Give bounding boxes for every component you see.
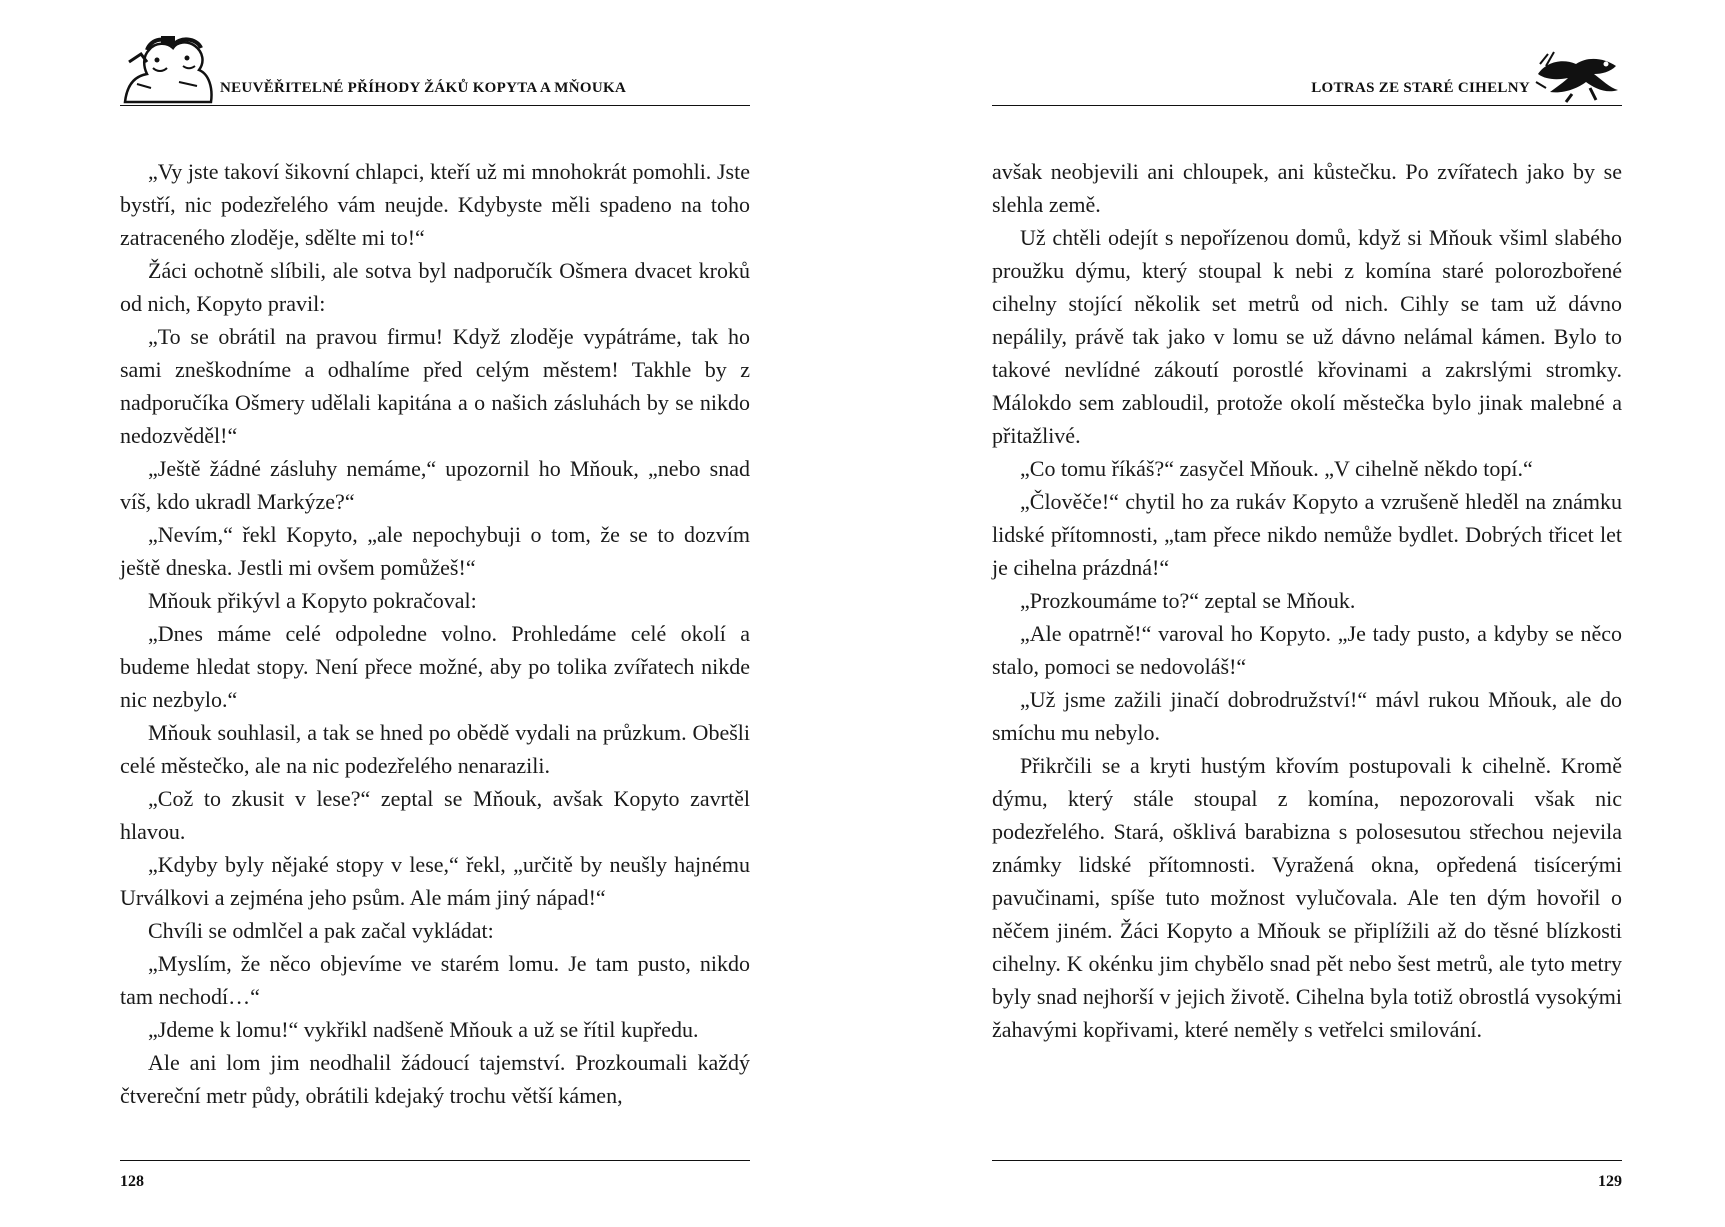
paragraph: Ale ani lom jim neodhalil žádoucí tajemství. Prozkoumali každý čtvereční metr půdy, obrátili kdejaký trochu větší kámen, [120, 1050, 750, 1108]
two-boys-illustration-icon [117, 32, 217, 104]
paragraph: „Nevím,“ řekl Kopyto, „ale nepochybuji o tom, že se to dozvím ještě dneska. Jestli mi ovšem pomůžeš!“ [120, 522, 750, 580]
header-title-right: LOTRAS ZE STARÉ CIHELNY [1311, 80, 1530, 96]
paragraph: „Kdyby byly nějaké stopy v lese,“ řekl, „určitě by neušly hajnému Urválkovi a zejména jeho psům. Ale mám jiný nápad!“ [120, 852, 750, 910]
right-page [992, 0, 1622, 1227]
paragraph: „Vy jste takoví šikovní chlapci, kteří už mi mnohokrát pomohli. Jste bystří, nic podezřelého vám neujde. Kdybyste měli spadeno na toho zatraceného zloděje, sdělte mi to!“ [120, 159, 750, 250]
header-title-left: NEUVĚŘITELNÉ PŘÍHODY ŽÁKŮ KOPYTA A MŇOUKA [220, 80, 627, 96]
running-header-left [120, 30, 750, 106]
running-header-right [992, 30, 1622, 106]
paragraph: „Už jsme zažili jinačí dobrodružství!“ mávl rukou Mňouk, ale do smíchu mu nebylo. [992, 687, 1622, 745]
paragraph: „Člověče!“ chytil ho za rukáv Kopyto a vzrušeně hleděl na známku lidské přítomnosti, „tam přece nikdo nemůže bydlet. Dobrých třicet let je cihelna prázdná!“ [992, 489, 1622, 580]
paragraph: Žáci ochotně slíbili, ale sotva byl nadporučík Ošmera dvacet kroků od nich, Kopyto pravil: [120, 258, 750, 316]
paragraph: „Ale opatrně!“ varoval ho Kopyto. „Je tady pusto, a kdyby se něco stalo, pomoci se nedovoláš!“ [992, 621, 1622, 679]
paragraph: avšak neobjevili ani chloupek, ani kůstečku. Po zvířatech jako by se slehla země. [992, 159, 1622, 217]
page-number-right: 129 [1598, 1173, 1622, 1190]
paragraph: „Prozkoumáme to?“ zeptal se Mňouk. [1020, 588, 1356, 613]
footer-right [992, 1160, 1622, 1190]
paragraph: Chvíli se odmlčel a pak začal vykládat: [148, 918, 494, 943]
paragraph: „Dnes máme celé odpoledne volno. Prohledáme celé okolí a budeme hledat stopy. Není přece možné, aby po tolika zvířatech nikde nic nezbylo.“ [120, 621, 750, 712]
paragraph: „Co tomu říkáš?“ zasyčel Mňouk. „V cihelně někdo topí.“ [1020, 456, 1533, 481]
running-creature-illustration-icon [1532, 44, 1622, 104]
paragraph: „Ještě žádné zásluhy nemáme,“ upozornil ho Mňouk, „nebo snad víš, kdo ukradl Markýze?“ [120, 456, 750, 514]
left-page [120, 0, 750, 1227]
body-text-right [992, 155, 1622, 1046]
paragraph: Mňouk přikývl a Kopyto pokračoval: [148, 588, 477, 613]
footer-left [120, 1160, 750, 1190]
paragraph: „Myslím, že něco objevíme ve starém lomu. Je tam pusto, nikdo tam nechodí…“ [120, 951, 750, 1009]
paragraph: „To se obrátil na pravou firmu! Když zloděje vypátráme, tak ho sami zneškodníme a odhalíme před celým městem! Takhle by z nadporučíka Ošmery udělali kapitána a o našich zásluhách by se nikdo nedozvěděl!“ [120, 324, 750, 448]
page-number-left: 128 [120, 1173, 144, 1190]
body-text-left [120, 155, 750, 1112]
paragraph: Mňouk souhlasil, a tak se hned po obědě vydali na průzkum. Obešli celé městečko, ale na nic podezřelého nenarazili. [120, 720, 750, 778]
paragraph: Přikrčili se a kryti hustým křovím postupovali k cihelně. Kromě dýmu, který stále stoupal z komína, nepozorovali však nic podezřelého. Stará, ošklivá barabizna s polosesutou střechou nejevila známky lidské přítomnosti. Vyražená okna, opředená tisícerými pavučinami, spíše tuto možnost vylučovala. Ale ten dým hovořil o něčem jiném. Žáci Kopyto a Mňouk se připlížili až do těsné blízkosti cihelny. K okénku jim chybělo snad pět nebo šest metrů, ale tyto metry byly snad nejhorší v jejich životě. Cihelna byla totiž obrostlá vysokými žahavými kopřivami, které neměly s vetřelci smilování. [992, 753, 1622, 1042]
paragraph: Už chtěli odejít s nepořízenou domů, když si Mňouk všiml slabého proužku dýmu, který stoupal k nebi z komína staré polorozbořené cihelny stojící několik set metrů od nich. Cihly se tam už dávno nepálily, právě tak jako v lomu se už dávno nelámal kámen. Bylo to takové nevlídné zákoutí porostlé křovinami a zakrslými stromky. Málokdo sem zabloudil, protože okolí městečka bylo jinak malebné a přitažlivé. [992, 225, 1622, 448]
paragraph: „Což to zkusit v lese?“ zeptal se Mňouk, avšak Kopyto zavrtěl hlavou. [120, 786, 750, 844]
paragraph: „Jdeme k lomu!“ vykřikl nadšeně Mňouk a už se řítil kupředu. [148, 1017, 699, 1042]
